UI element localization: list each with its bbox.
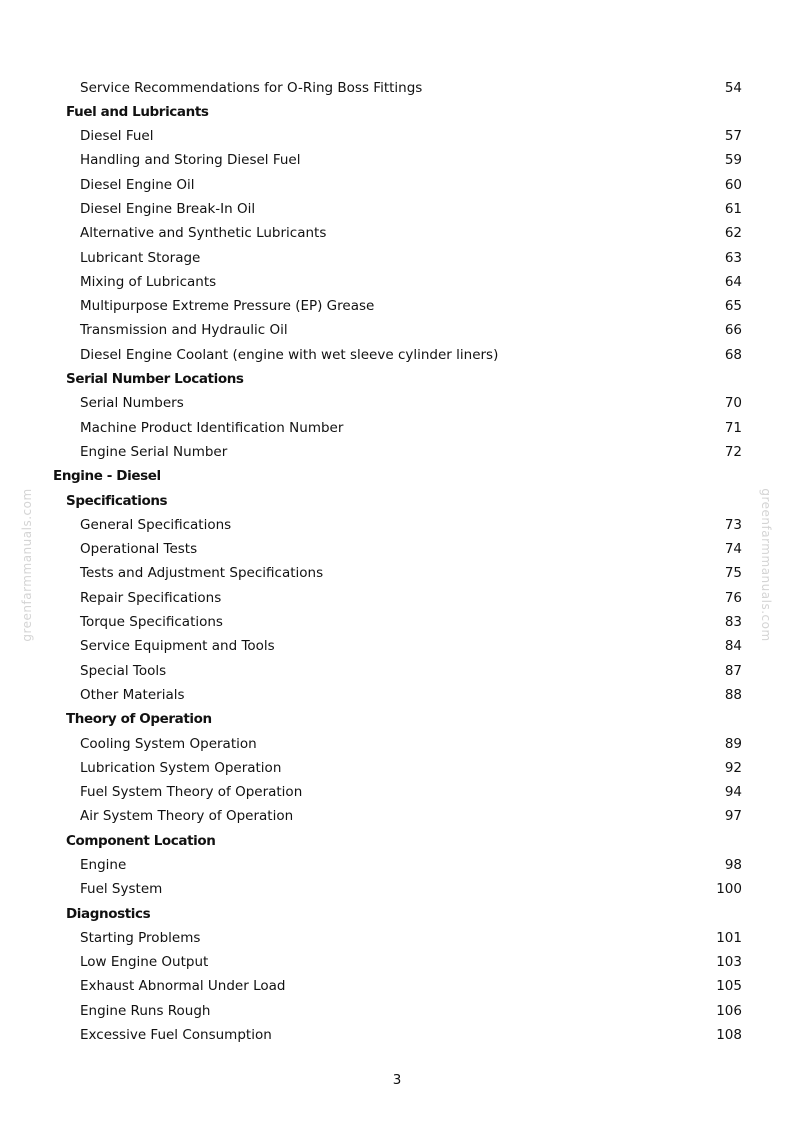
toc-entry-page-number: 89	[724, 735, 742, 752]
page-number: 3	[392, 1072, 402, 1088]
toc-entry[interactable]	[0, 586, 794, 610]
toc-entry-title: Multipurpose Extreme Pressure (EP) Grease	[80, 298, 375, 315]
toc-entry[interactable]	[0, 416, 794, 440]
toc-entry-title: Transmission and Hydraulic Oil	[80, 322, 288, 339]
toc-entry-page-number: 92	[724, 759, 742, 776]
toc-section-heading	[0, 489, 794, 513]
toc-entry-page-number: 57	[724, 128, 742, 145]
toc-entry-title: Special Tools	[80, 662, 167, 679]
toc-entry-page-number: 73	[724, 516, 742, 533]
toc-section-heading	[0, 367, 794, 391]
toc-entry[interactable]	[0, 926, 794, 950]
toc-entry[interactable]	[0, 561, 794, 585]
toc-section-heading	[0, 464, 794, 488]
toc-entry[interactable]	[0, 659, 794, 683]
toc-entry[interactable]	[0, 440, 794, 464]
watermark-right: greenfarmmanuals.com	[759, 488, 773, 642]
toc-entry[interactable]	[0, 877, 794, 901]
toc-entry-page-number: 54	[724, 79, 742, 96]
toc-entry-title: Alternative and Synthetic Lubricants	[80, 225, 327, 242]
toc-entry-page-number: 63	[724, 249, 742, 266]
toc-entry-page-number: 60	[724, 176, 742, 193]
toc-entry-title: Diesel Engine Break-In Oil	[80, 200, 256, 217]
toc-entry-title: Serial Numbers	[80, 395, 184, 412]
toc-entry-title: Fuel System	[80, 881, 163, 898]
toc-entry-title: Mixing of Lubricants	[80, 273, 217, 290]
toc-entry[interactable]	[0, 270, 794, 294]
toc-entry-title: Diagnostics	[66, 905, 151, 922]
toc-entry-title: Service Recommendations for O-Ring Boss Fittings	[80, 79, 423, 96]
toc-entry[interactable]	[0, 221, 794, 245]
toc-entry[interactable]	[0, 197, 794, 221]
toc-entry-page-number: 71	[724, 419, 742, 436]
toc-entry[interactable]	[0, 683, 794, 707]
toc-entry-title: Other Materials	[80, 686, 185, 703]
toc-entry[interactable]	[0, 999, 794, 1023]
toc-entry-page-number: 83	[724, 614, 742, 631]
toc-entry-page-number: 65	[724, 298, 742, 315]
toc-entry-title: Serial Number Locations	[66, 371, 244, 388]
toc-entry-page-number: 98	[724, 857, 742, 873]
toc-entry-title: Operational Tests	[80, 541, 198, 558]
toc-entry-page-number: 74	[724, 541, 742, 558]
toc-entry-page-number: 87	[724, 662, 742, 679]
toc-entry-page-number: 106	[716, 1002, 742, 1019]
toc-entry[interactable]	[0, 732, 794, 756]
toc-entry-title: Lubricant Storage	[80, 249, 201, 266]
toc-entry-title: Engine Runs Rough	[80, 1002, 211, 1019]
toc-entry-title: Engine - Diesel	[53, 468, 161, 485]
toc-entry[interactable]	[0, 148, 794, 172]
toc-entry[interactable]	[0, 756, 794, 780]
toc-entry-page-number: 64	[724, 273, 742, 290]
toc-entry-title: Low Engine Output	[80, 954, 209, 971]
toc-entry-title: Diesel Fuel	[80, 128, 154, 145]
toc-entry-title: Engine	[80, 857, 127, 873]
toc-entry-title: Engine Serial Number	[80, 443, 228, 460]
toc-section-heading	[0, 902, 794, 926]
toc-entry-title: Excessive Fuel Consumption	[80, 1027, 272, 1044]
toc-entry-page-number: 84	[724, 638, 742, 655]
toc-entry[interactable]	[0, 634, 794, 658]
toc-entry-page-number: 103	[716, 954, 742, 971]
toc-entry-title: Specifications	[66, 492, 168, 509]
toc-entry-title: Repair Specifications	[80, 589, 222, 606]
toc-entry-page-number: 70	[724, 395, 742, 412]
toc-entry-title: Diesel Engine Coolant (engine with wet sleeve cylinder liners)	[80, 346, 499, 363]
toc-entry-title: Service Equipment and Tools	[80, 638, 275, 655]
toc-entry[interactable]	[0, 124, 794, 148]
toc-entry[interactable]	[0, 950, 794, 974]
toc-entry-title: Tests and Adjustment Specifications	[80, 565, 324, 582]
toc-entry-page-number: 100	[716, 881, 742, 898]
toc-entry-page-number: 88	[724, 686, 742, 703]
toc-entry-title: Fuel System Theory of Operation	[80, 784, 303, 801]
toc-entry-page-number: 75	[724, 565, 742, 582]
toc-entry-page-number: 101	[716, 929, 742, 946]
toc-entry-page-number: 105	[716, 978, 742, 995]
toc-entry-title: Cooling System Operation	[80, 735, 257, 752]
toc-entry-title: Handling and Storing Diesel Fuel	[80, 152, 301, 169]
toc-entry[interactable]	[0, 173, 794, 197]
toc-entry-page-number: 61	[724, 200, 742, 217]
toc-entry[interactable]	[0, 780, 794, 804]
toc-section-heading	[0, 829, 794, 853]
toc-section-heading	[0, 707, 794, 731]
toc-entry-title: Theory of Operation	[66, 711, 212, 728]
toc-entry-page-number: 94	[724, 784, 742, 801]
toc-entry-page-number: 72	[724, 443, 742, 460]
toc-section-heading	[0, 100, 794, 124]
toc-entry-title: Torque Specifications	[80, 614, 223, 631]
toc-entry-title: Fuel and Lubricants	[66, 103, 209, 120]
toc-entry[interactable]	[0, 853, 794, 877]
toc-entry-page-number: 76	[724, 589, 742, 606]
toc-entry[interactable]	[0, 804, 794, 828]
toc-entry[interactable]	[0, 513, 794, 537]
toc-entry-title: Exhaust Abnormal Under Load	[80, 978, 286, 995]
toc-entry-title: General Specifications	[80, 516, 232, 533]
toc-entry[interactable]	[0, 974, 794, 998]
toc-entry-title: Machine Product Identification Number	[80, 419, 344, 436]
toc-entry-title: Component Location	[66, 832, 216, 849]
toc-entry-title: Air System Theory of Operation	[80, 808, 294, 825]
toc-entry-page-number: 66	[724, 322, 742, 339]
table-of-contents	[0, 76, 794, 1048]
toc-entry-page-number: 59	[724, 152, 742, 169]
toc-entry[interactable]	[0, 1023, 794, 1047]
toc-entry[interactable]	[0, 76, 794, 100]
watermark-left: greenfarmmanuals.com	[20, 488, 34, 642]
toc-entry-title: Diesel Engine Oil	[80, 176, 195, 193]
toc-entry[interactable]	[0, 537, 794, 561]
toc-entry-page-number: 68	[724, 346, 742, 363]
toc-entry[interactable]	[0, 246, 794, 270]
toc-entry-title: Starting Problems	[80, 929, 201, 946]
toc-entry-page-number: 108	[716, 1027, 742, 1044]
toc-entry[interactable]	[0, 343, 794, 367]
toc-entry[interactable]	[0, 318, 794, 342]
toc-entry-title: Lubrication System Operation	[80, 759, 282, 776]
toc-entry[interactable]	[0, 391, 794, 415]
toc-entry-page-number: 62	[724, 225, 742, 242]
toc-entry[interactable]	[0, 294, 794, 318]
toc-entry-page-number: 97	[724, 808, 742, 825]
toc-entry[interactable]	[0, 610, 794, 634]
